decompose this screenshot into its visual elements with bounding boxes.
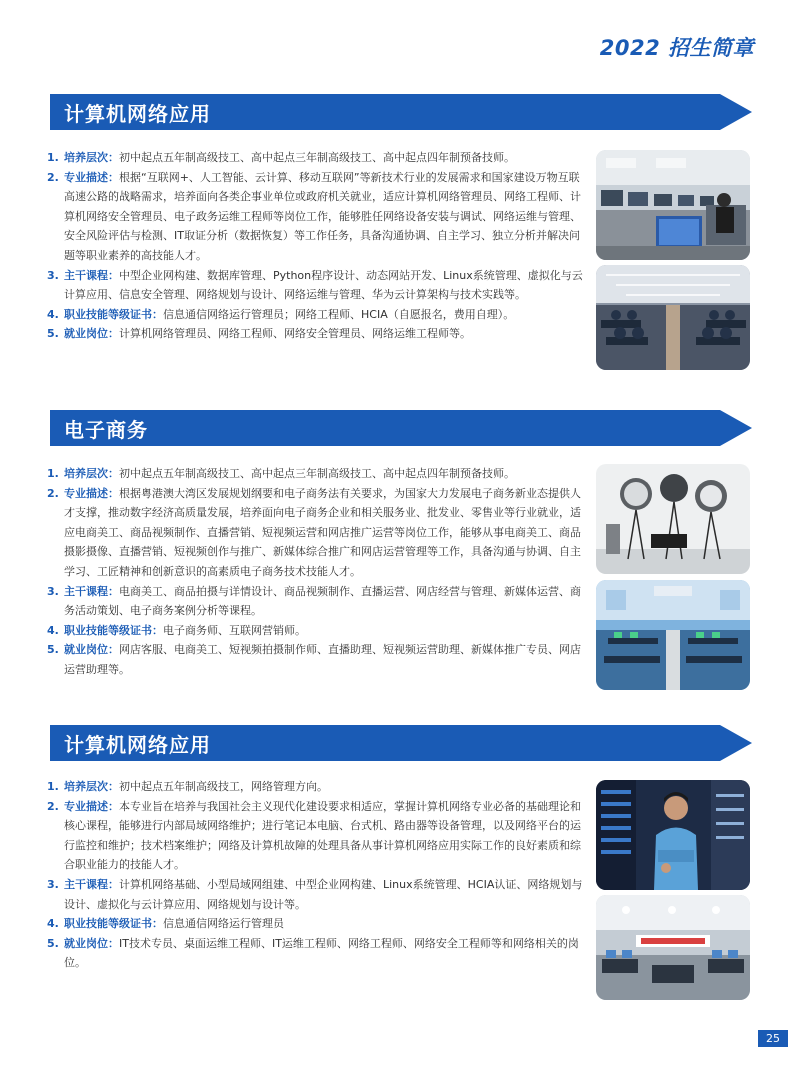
section-title: 计算机网络应用 bbox=[64, 733, 211, 757]
item-text: 根据粤港澳大湾区发展规划纲要和电子商务法有关要求，为国家大力发展电子商务新业态提供人才支撑，推动数字经济高质量发展，培养面向电子商务企业和相关服务业、批发业、零售业等行业就业，适应电商美工、商品视频制作、直播营销、短视频运营和网店推广运营等岗位工作，能够从事电商美工、商品摄影摄像、直播营销、短视频创作与推广、新媒体综合推广和网店运营管理等工作，具备沟通与协调、自主学习、工匠精神和创新意识的高素质电子商务技术技能人才。 bbox=[64, 486, 581, 578]
item-label: 职业技能等级证书： bbox=[64, 623, 163, 637]
item-label: 专业描述： bbox=[64, 799, 119, 813]
item-text: IT技术专员、桌面运维工程师、IT运维工程师、网络工程师、网络安全工程师等和网络相关的岗位。 bbox=[64, 936, 579, 970]
item-label: 职业技能等级证书： bbox=[64, 917, 163, 931]
section-banner-2 bbox=[50, 410, 752, 446]
list-item bbox=[47, 324, 587, 344]
page-number: 25 bbox=[758, 1030, 788, 1047]
item-number: 1. bbox=[47, 467, 59, 480]
item-number: 2. bbox=[47, 170, 59, 184]
section-content-3 bbox=[47, 777, 587, 973]
item-number: 2. bbox=[47, 486, 59, 500]
list-item bbox=[47, 914, 587, 934]
list-item bbox=[47, 464, 587, 484]
list-item bbox=[47, 266, 587, 305]
item-label: 主干课程： bbox=[64, 877, 119, 891]
item-label: 就业岗位： bbox=[64, 936, 119, 950]
list-item bbox=[47, 875, 587, 914]
item-text: 网店客服、电商美工、短视频拍摄制作师、直播助理、短视频运营助理、新媒体推广专员、网店运营助理等。 bbox=[64, 643, 581, 676]
item-number: 1. bbox=[47, 780, 59, 793]
list-item bbox=[47, 777, 587, 797]
network-lab-photo bbox=[596, 895, 750, 1000]
item-number: 5. bbox=[47, 327, 59, 341]
page-header-title: 2022 招生简章 bbox=[599, 36, 754, 60]
photo-studio-photo bbox=[596, 464, 750, 574]
classroom-photo bbox=[596, 150, 750, 260]
item-text: 信息通信网络运行管理员 bbox=[163, 917, 284, 931]
item-text: 计算机网络基础、小型局域网组建、中型企业网构建、Linux系统管理、HCIA认证、网络规划与设计、虚拟化与云计算应用、网络规划与设计等。 bbox=[64, 877, 583, 911]
item-label: 培养层次： bbox=[64, 151, 119, 164]
list-item bbox=[47, 484, 587, 582]
item-text: 信息通信网络运行管理员；网络工程师、HCIA（自愿报名，费用自理）。 bbox=[163, 307, 515, 321]
list-item bbox=[47, 305, 587, 325]
item-text: 电商美工、商品拍摄与详情设计、商品视频制作、直播运营、网店经营与管理、新媒体运营、商务活动策划、电子商务案例分析等课程。 bbox=[64, 584, 581, 618]
section-content-1 bbox=[47, 148, 587, 344]
list-item bbox=[47, 934, 587, 973]
item-number: 2. bbox=[47, 799, 59, 813]
item-number: 4. bbox=[47, 917, 59, 931]
list-item bbox=[47, 168, 587, 266]
list-item bbox=[47, 582, 587, 621]
item-text: 初中起点五年制高级技工、高中起点三年制高级技工、高中起点四年制预备技师。 bbox=[119, 467, 515, 480]
list-item bbox=[47, 148, 587, 168]
list-item bbox=[47, 621, 587, 641]
item-number: 4. bbox=[47, 623, 59, 637]
section-title: 电子商务 bbox=[64, 418, 148, 442]
server-room-photo bbox=[596, 780, 750, 890]
item-label: 职业技能等级证书： bbox=[64, 307, 163, 321]
item-label: 就业岗位： bbox=[64, 643, 119, 657]
item-label: 培养层次： bbox=[64, 780, 119, 793]
item-label: 专业描述： bbox=[64, 170, 119, 184]
item-number: 3. bbox=[47, 877, 59, 891]
section-banner-1 bbox=[50, 94, 752, 130]
item-text: 本专业旨在培养与我国社会主义现代化建设要求相适应，掌握计算机网络专业必备的基础理论和核心课程，能够进行内部局域网络维护；进行笔记本电脑、台式机、路由器等设备管理，以及网络平台的运行监控和维护；技术档案维护；网络及计算机故障的处理具备从事计算机网络应用实际工作的良好素质和综合职业能力的技能人才。 bbox=[64, 799, 581, 872]
ecommerce-lab-photo bbox=[596, 580, 750, 690]
list-item bbox=[47, 640, 587, 679]
item-number: 4. bbox=[47, 307, 59, 321]
item-text: 计算机网络管理员、网络工程师、网络安全管理员、网络运维工程师等。 bbox=[119, 327, 471, 341]
item-text: 中型企业网构建、数据库管理、Python程序设计、动态网站开发、Linux系统管理、虚拟化与云计算应用、信息安全管理、网络规划与设计、网络运维与管理、华为云计算架构与技术实践等。 bbox=[64, 268, 583, 302]
item-label: 培养层次： bbox=[64, 467, 119, 480]
banner-arrow-shape bbox=[50, 410, 752, 446]
section-title: 计算机网络应用 bbox=[64, 102, 211, 126]
item-number: 5. bbox=[47, 936, 59, 950]
item-number: 1. bbox=[47, 151, 59, 164]
item-label: 就业岗位： bbox=[64, 327, 119, 341]
computer-lab-photo bbox=[596, 265, 750, 370]
item-text: 根据“互联网+、人工智能、云计算、移动互联网”等新技术行业的发展需求和国家建设万物互联高速公路的战略需求，培养面向各类企事业单位或政府机关就业，适应计算机网络管理员、网络工程师、计算机网络安全管理员、电子政务运维工程师等岗位工作，能够胜任网络设备安装与调试、网络运维与管理、安全风险评估与检测、IT取证分析（数据恢复）等工作任务，具备沟通协调、自主学习、独立分析并解决问题等职业素养的高技能人才。 bbox=[64, 170, 581, 262]
item-number: 3. bbox=[47, 584, 59, 598]
section-content-2 bbox=[47, 464, 587, 680]
item-label: 专业描述： bbox=[64, 486, 119, 500]
item-number: 5. bbox=[47, 643, 59, 657]
item-label: 主干课程： bbox=[64, 584, 119, 598]
item-text: 初中起点五年制高级技工、高中起点三年制高级技工、高中起点四年制预备技师。 bbox=[119, 151, 515, 164]
item-label: 主干课程： bbox=[64, 268, 119, 282]
item-number: 3. bbox=[47, 268, 59, 282]
list-item bbox=[47, 797, 587, 875]
section-banner-3 bbox=[50, 725, 752, 761]
item-text: 初中起点五年制高级技工，网络管理方向。 bbox=[119, 780, 328, 793]
item-text: 电子商务师、互联网营销师。 bbox=[163, 623, 306, 637]
